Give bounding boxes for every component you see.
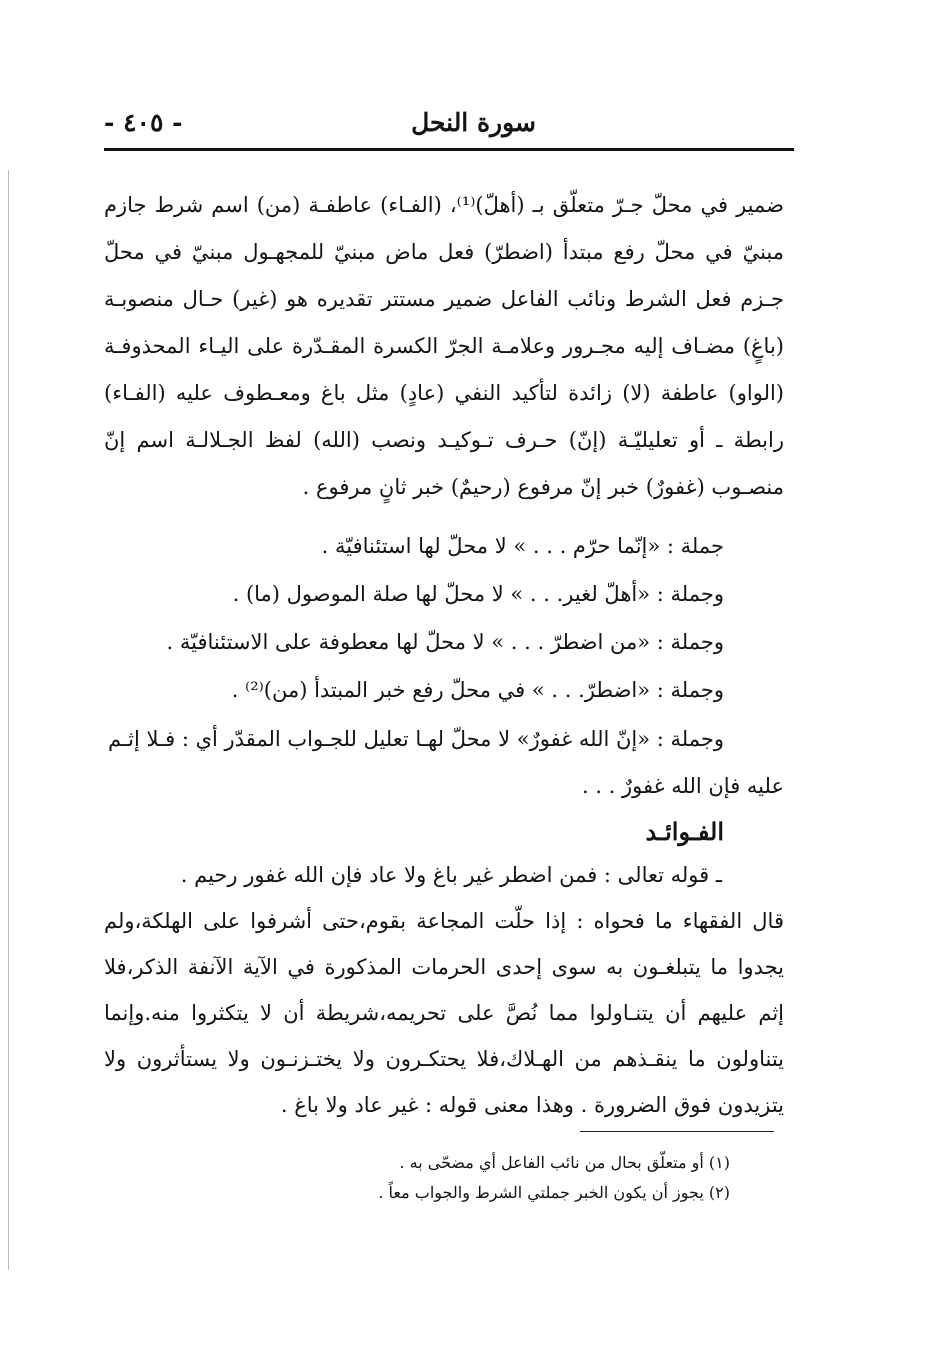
paragraph-text: ضمير في محلّ جـرّ متعلّق بـ (أهلّ)⁽¹⁾، (الفـاء) عاطفـة (من) اسم شرط جازم مبنيّ في محلّ رفع مبتدأ (اضطرّ) فعل ماض مبنيّ للمجهـول مبنيّ في محلّ جـزم فعل الشرط ونائب الفاعل ضمير مستتر تقديره هو (غير) حـال منصوبـة (باغٍ) مضـاف إليه مجـرور وعلامـة الجرّ الكسرة المقـدّرة على اليـاء المحذوفـة (الواو) عاطفة (لا) زائدة لتأكيد النفي (عادٍ) مثل باغ ومعـطوف عليه (الفـاء) رابطة ـ أو تعليليّـة (إنّ) حـرف تـوكيـد ونصب (الله) لفظ الجـلالـة اسم إنّ منصـوب (غفورٌ) خبر إنّ مرفوع (رحيمٌ) خبر ثانٍ مرفوع . <box>104 193 784 499</box>
grammar-analysis-paragraph <box>104 182 784 511</box>
footnote-item: (٢) يجوز أن يكون الخبر جملتي الشرط والجواب معاً . <box>378 1183 730 1202</box>
footnote-item: (١) أو متعلّق بحال من نائب الفاعل أي مضحّى به . <box>399 1153 730 1172</box>
page-header <box>104 104 794 148</box>
footnote-rule <box>580 1131 774 1132</box>
surah-title: سورة النحل <box>411 108 536 137</box>
sentences-list <box>104 522 724 714</box>
footnotes <box>310 1148 730 1208</box>
sentence-item: وجملة : «اضطرّ. . . » في محلّ رفع خبر المبتدأ (من)⁽²⁾ . <box>231 678 724 702</box>
page-number: - ٤٠٥ - <box>104 108 183 137</box>
sentence-item: جملة : «إنّما حرّم . . . » لا محلّ لها استئنافيّة . <box>321 534 724 558</box>
sentence-item-last-continuation: عليه فإن الله غفورٌ . . . <box>581 774 784 798</box>
scan-edge-line <box>8 170 9 1270</box>
sentence-item: وجملة : «من اضطرّ . . . » لا محلّ لها معطوفة على الاستئنافيّة . <box>166 630 724 654</box>
sentence-item-last: وجملة : «إنّ الله غفورٌ» لا محلّ لهـا تعليل للجـواب المقدّر أي : فـلا إثـم <box>107 727 724 751</box>
benefits-heading: الفـوائـد <box>645 817 724 846</box>
benefits-paragraph: قال الفقهاء ما فحواه : إذا حلّت المجاعة بقوم،حتى أشرفوا على الهلكة،ولم يجدوا ما يتبلغـون به سوى إحدى الحرمات المذكورة في الآية الآنفة الذكر،فلا إثم عليهم أن يتنـاولوا مما نُصَّ على تحريمه،شريطة أن لا يتكثروا منه.وإنما يتناولون ما ينقـذهم من الهـلاك،فلا يحتكـرون ولا يختـزنـون ولا يستأثرون ولا يتزيدون فوق الضرورة . وهذا معنى قوله : غير عاد ولا باغ . <box>104 909 784 1117</box>
header-rule <box>104 148 794 151</box>
benefits-section <box>104 852 784 1128</box>
benefits-quote: ـ قوله تعالى : فمن اضطر غير باغ ولا عاد فإن الله غفور رحيم . <box>180 863 722 887</box>
sentence-item: وجملة : «أهلّ لغير. . . » لا محلّ لها صلة الموصول (ما) . <box>232 582 724 606</box>
